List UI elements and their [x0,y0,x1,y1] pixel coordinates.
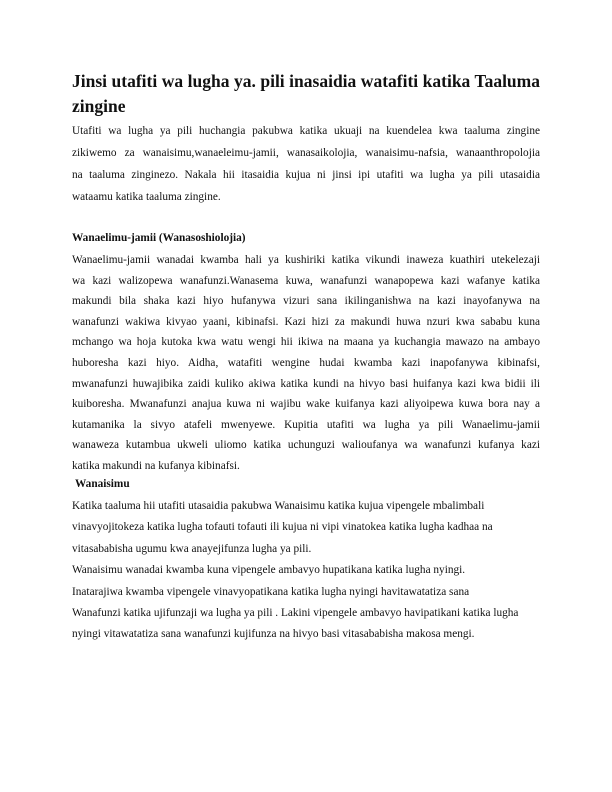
wanaisimu-paragraph [72,496,540,646]
text-line: makundi bila shaka kazi hiyo hufanywa vizuri sana ikilinganishwa na kazi inayofanywa na [72,295,540,308]
text-line: kutamanika la sivyo atafeli mwenyewe. Kupitia utafiti wa lugha ya pili Wanaelimu-jamii [72,418,540,431]
text-line: mchango wa hoja kutoka kwa watu wengi hii ikiwa na maana ya kuchangia mawazo na ambayo [72,336,540,349]
text-line: katika makundi na kufanya kibinafsi. [72,459,240,472]
title-line: Jinsi utafiti wa lugha ya. pili inasaidia watafiti katika Taaluma [72,71,540,91]
wanaelimu-jamii-paragraph [72,250,540,477]
text-line: mwanafunzi huwajibika zaidi kuliko akiwa katika kundi na hivyo basi huifanya kazi kwa bidii ili [72,377,540,390]
text-line: wanafunzi wakiwa kivyao yaani, kibinafsi. Kazi hizi za makundi huwa nzuri kwa sababu kuna [72,315,540,328]
text-line: nyingi vitawatatiza sana wanafunzi kujifunza na hivyo basi vitasababisha makosa mengi. [72,628,475,641]
section-heading-wanaisimu: Wanaisimu [75,478,130,490]
text-line: zikiwemo za wanaisimu,wanaeleimu-jamii, wanasaikolojia, wanaisimu-nafsia, wanaanthropolojia [72,147,540,159]
text-line: wataamu katika taaluma zingine. [72,191,221,203]
text-line: Wanafunzi katika ujifunzaji wa lugha ya pili . Lakini vipengele ambavyo havipatikani katika lugha [72,607,519,620]
intro-paragraph [72,120,540,208]
text-line: kuiboresha. Mwanafunzi anajua kuwa ni wajibu wake kuifanya kazi aliyoipewa kuwa bora nay a [72,398,540,411]
text-line: Katika taaluma hii utafiti utasaidia pakubwa Wanaisimu katika kujua vipengele mbalimbali [72,500,485,512]
section-heading-wanaelimu-jamii: Wanaelimu-jamii (Wanasoshiolojia) [72,232,246,244]
text-line: huboresha kazi hiyo. Aidha, watafiti wengine hudai kwamba kazi inapofanywa kibinafsi, [72,356,540,369]
document-title [72,69,540,119]
text-line: vitasababisha ugumu kwa anayejifunza lugha ya pili. [72,542,312,555]
text-line: Inatarajiwa kwamba vipengele vinavyopatikana katika lugha nyingi havitawatatiza sana [72,585,470,598]
text-line: Wanaisimu wanadai kwamba kuna vipengele ambavyo hupatikana katika lugha nyingi. [72,564,466,577]
text-line: wanaweza kutambua ukweli uliomo katika uchunguzi walioufanya wa wanafunzi kufanya kazi [72,439,540,452]
text-line: vinavyojitokeza katika lugha tofauti tofauti ili kujua ni vipi vinatokea katika lugha kadhaa na [72,521,493,534]
text-line: wa kazi walizopewa wanafunzi.Wanasema kuwa, wanafunzi wanapopewa kazi wafanye katika [72,274,540,287]
text-line: Wanaelimu-jamii wanadai kwamba hali ya kushiriki katika vikundi inaweza kuathiri utekelezaji [72,254,540,266]
title-line: zingine [72,96,126,116]
text-line: Utafiti wa lugha ya pili huchangia pakubwa katika ukuaji na kuendelea kwa taaluma zingine [72,125,540,137]
text-line: na taaluma zinginezo. Nakala hii itasaidia kujua ni jinsi ipi utafiti wa lugha ya pili utasaidia [72,169,540,181]
